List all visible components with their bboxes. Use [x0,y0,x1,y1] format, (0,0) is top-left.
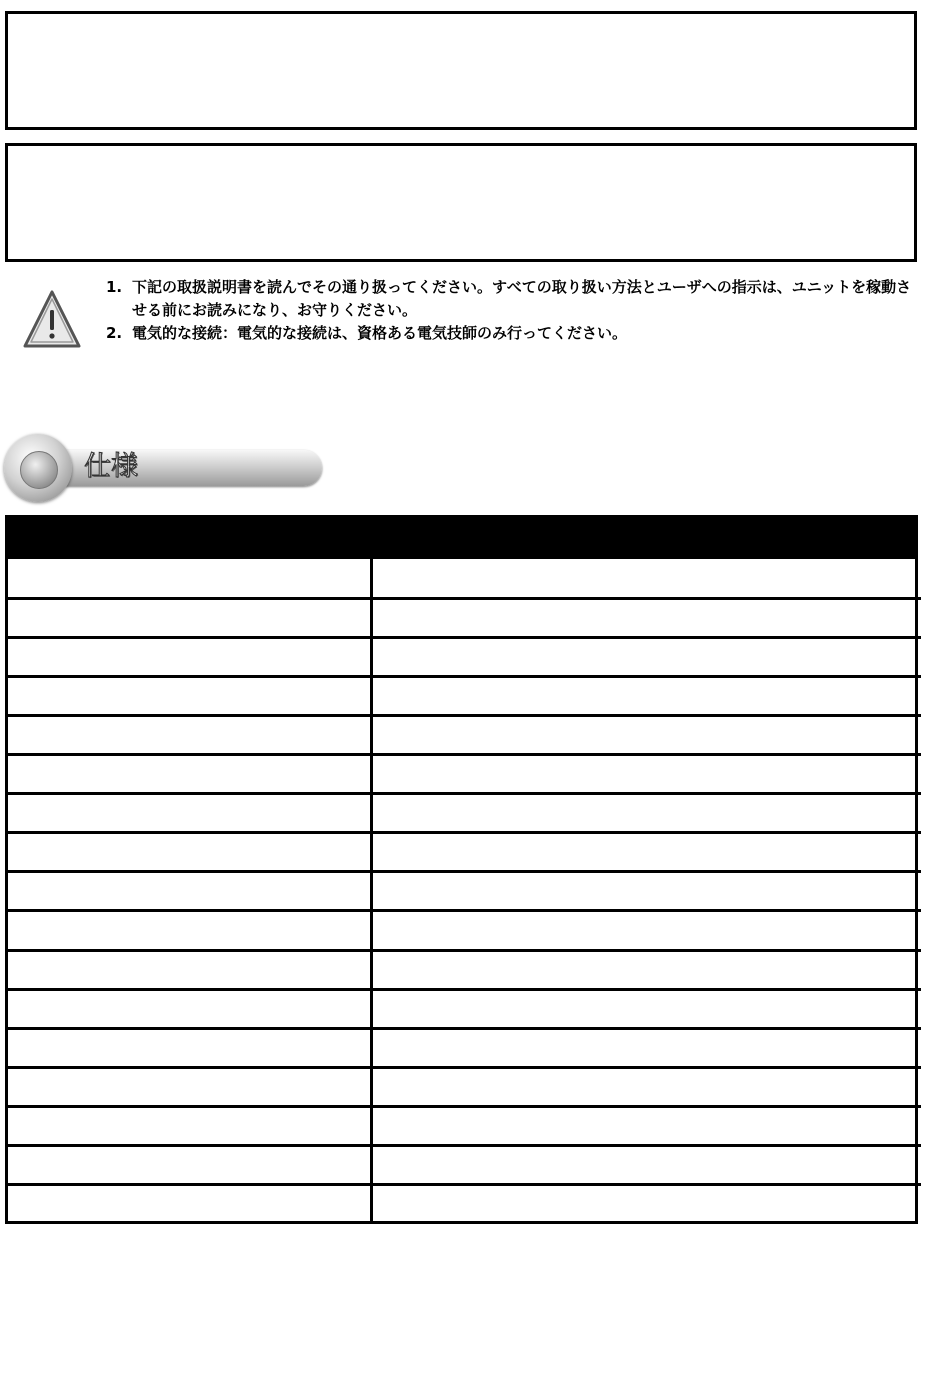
safety-warning [22,276,922,356]
spec-table-body [5,559,918,1224]
spec-row-separator [8,675,921,678]
spec-row-separator [8,831,921,834]
warning-item-text: 下記の取扱説明書を読んでその通り扱ってください。すべての取り扱い方法とユーザへの指示は、ユニットを稼動させる前にお読みになり、お守りください。 [132,278,912,319]
spec-table-header [5,515,918,559]
warning-item-text: 電気的な接続：電気的な接続は、資格ある電気技師のみ行ってください。 [132,324,628,342]
warning-item-number: 2. [106,324,123,342]
spec-row-separator [8,988,921,991]
spec-row-separator [8,714,921,717]
spec-row-separator [8,1144,921,1147]
warning-triangle-icon [22,288,82,350]
spec-column-divider [370,559,373,1224]
section-heading [4,432,322,504]
spec-row-separator [8,909,921,912]
spec-row-separator [8,1105,921,1108]
spec-row-separator [8,597,921,600]
spec-row-separator [8,792,921,795]
spec-row-separator [8,949,921,952]
warning-item-number: 1. [106,278,123,296]
spec-table [5,515,918,1224]
spec-row-separator [8,1027,921,1030]
spec-row-separator [8,870,921,873]
spec-row-separator [8,1183,921,1186]
warning-list [106,276,926,345]
empty-frame-top [5,11,917,130]
empty-frame-second [5,143,917,262]
warning-item-2 [106,322,926,345]
spec-row-separator [8,1066,921,1069]
section-bullet-icon [4,434,72,502]
section-title: 仕様 [84,451,138,482]
warning-item-1 [106,276,926,322]
spec-row-separator [8,753,921,756]
spec-row-separator [8,636,921,639]
